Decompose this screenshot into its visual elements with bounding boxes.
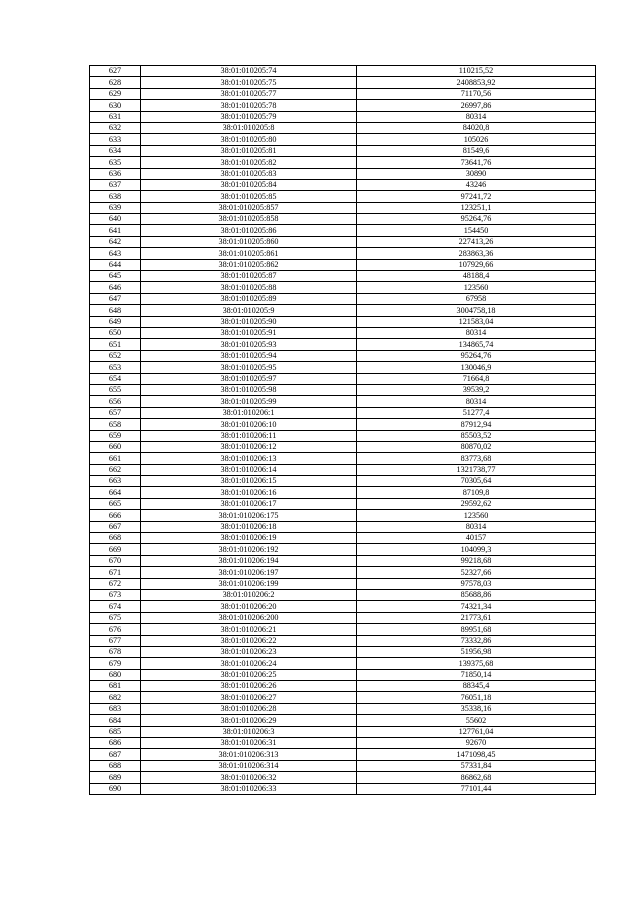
cadastral-number-cell: 38:01:010206:10 — [141, 419, 357, 430]
row-number-cell: 684 — [90, 715, 141, 726]
row-number-cell: 683 — [90, 703, 141, 714]
cadastral-number-cell: 38:01:010205:77 — [141, 88, 357, 99]
table-row — [90, 316, 596, 327]
value-cell: 80870,02 — [357, 441, 596, 452]
table-row — [90, 236, 596, 247]
row-number-cell: 659 — [90, 430, 141, 441]
value-cell: 85503,52 — [357, 430, 596, 441]
cadastral-number-cell: 38:01:010206:192 — [141, 544, 357, 555]
table-row — [90, 567, 596, 578]
table-row — [90, 681, 596, 692]
table-row — [90, 179, 596, 190]
table-body — [90, 66, 596, 795]
table-row — [90, 658, 596, 669]
cadastral-number-cell: 38:01:010205:75 — [141, 77, 357, 88]
table-row — [90, 202, 596, 213]
row-number-cell: 680 — [90, 669, 141, 680]
row-number-cell: 638 — [90, 191, 141, 202]
row-number-cell: 663 — [90, 476, 141, 487]
row-number-cell: 658 — [90, 419, 141, 430]
value-cell: 73332,86 — [357, 635, 596, 646]
row-number-cell: 649 — [90, 316, 141, 327]
cadastral-number-cell: 38:01:010205:78 — [141, 100, 357, 111]
table-row — [90, 259, 596, 270]
cadastral-number-cell: 38:01:010206:31 — [141, 738, 357, 749]
value-cell: 83773,68 — [357, 453, 596, 464]
row-number-cell: 637 — [90, 179, 141, 190]
row-number-cell: 666 — [90, 510, 141, 521]
cadastral-number-cell: 38:01:010205:82 — [141, 157, 357, 168]
cadastral-number-cell: 38:01:010206:28 — [141, 703, 357, 714]
cadastral-number-cell: 38:01:010206:197 — [141, 567, 357, 578]
row-number-cell: 662 — [90, 464, 141, 475]
row-number-cell: 685 — [90, 726, 141, 737]
row-number-cell: 631 — [90, 111, 141, 122]
cadastral-number-cell: 38:01:010205:9 — [141, 305, 357, 316]
value-cell: 88345,4 — [357, 681, 596, 692]
row-number-cell: 627 — [90, 66, 141, 77]
cadastral-number-cell: 38:01:010205:81 — [141, 145, 357, 156]
table-row — [90, 373, 596, 384]
table-row — [90, 772, 596, 783]
row-number-cell: 669 — [90, 544, 141, 555]
value-cell: 283863,36 — [357, 248, 596, 259]
cadastral-number-cell: 38:01:010205:91 — [141, 327, 357, 338]
cadastral-number-cell: 38:01:010205:90 — [141, 316, 357, 327]
value-cell: 67958 — [357, 293, 596, 304]
value-cell: 123560 — [357, 282, 596, 293]
value-cell: 40157 — [357, 533, 596, 544]
row-number-cell: 689 — [90, 772, 141, 783]
table-row — [90, 157, 596, 168]
row-number-cell: 686 — [90, 738, 141, 749]
value-cell: 97578,03 — [357, 578, 596, 589]
value-cell: 97241,72 — [357, 191, 596, 202]
value-cell: 71170,56 — [357, 88, 596, 99]
cadastral-number-cell: 38:01:010206:21 — [141, 624, 357, 635]
value-cell: 77101,44 — [357, 783, 596, 794]
table-row — [90, 589, 596, 600]
table-row — [90, 407, 596, 418]
row-number-cell: 647 — [90, 293, 141, 304]
cadastral-number-cell: 38:01:010205:8 — [141, 122, 357, 133]
value-cell: 48188,4 — [357, 271, 596, 282]
cadastral-number-cell: 38:01:010206:18 — [141, 521, 357, 532]
row-number-cell: 688 — [90, 760, 141, 771]
row-number-cell: 678 — [90, 646, 141, 657]
cadastral-number-cell: 38:01:010206:19 — [141, 533, 357, 544]
cadastral-number-cell: 38:01:010206:13 — [141, 453, 357, 464]
table-row — [90, 214, 596, 225]
table-row — [90, 100, 596, 111]
row-number-cell: 643 — [90, 248, 141, 259]
value-cell: 55602 — [357, 715, 596, 726]
row-number-cell: 650 — [90, 327, 141, 338]
cadastral-number-cell: 38:01:010206:194 — [141, 555, 357, 566]
value-cell: 29592,62 — [357, 498, 596, 509]
cadastral-number-cell: 38:01:010206:25 — [141, 669, 357, 680]
table-row — [90, 646, 596, 657]
row-number-cell: 630 — [90, 100, 141, 111]
table-row — [90, 111, 596, 122]
row-number-cell: 639 — [90, 202, 141, 213]
cadastral-number-cell: 38:01:010205:87 — [141, 271, 357, 282]
table-row — [90, 248, 596, 259]
value-cell: 51277,4 — [357, 407, 596, 418]
table-row — [90, 476, 596, 487]
cadastral-number-cell: 38:01:010205:861 — [141, 248, 357, 259]
cadastral-number-cell: 38:01:010206:200 — [141, 612, 357, 623]
row-number-cell: 644 — [90, 259, 141, 270]
row-number-cell: 641 — [90, 225, 141, 236]
row-number-cell: 674 — [90, 601, 141, 612]
cadastral-number-cell: 38:01:010205:84 — [141, 179, 357, 190]
cadastral-number-cell: 38:01:010205:80 — [141, 134, 357, 145]
cadastral-number-cell: 38:01:010206:314 — [141, 760, 357, 771]
table-row — [90, 362, 596, 373]
value-cell: 95264,76 — [357, 350, 596, 361]
value-cell: 104099,3 — [357, 544, 596, 555]
value-cell: 39539,2 — [357, 384, 596, 395]
table-row — [90, 783, 596, 794]
cadastral-number-cell: 38:01:010205:858 — [141, 214, 357, 225]
row-number-cell: 629 — [90, 88, 141, 99]
table-row — [90, 521, 596, 532]
value-cell: 71850,14 — [357, 669, 596, 680]
cadastral-number-cell: 38:01:010206:32 — [141, 772, 357, 783]
value-cell: 154450 — [357, 225, 596, 236]
cadastral-value-table — [89, 65, 596, 795]
value-cell: 95264,76 — [357, 214, 596, 225]
cadastral-number-cell: 38:01:010206:23 — [141, 646, 357, 657]
value-cell: 110215,52 — [357, 66, 596, 77]
row-number-cell: 660 — [90, 441, 141, 452]
cadastral-number-cell: 38:01:010205:860 — [141, 236, 357, 247]
value-cell: 105026 — [357, 134, 596, 145]
table-row — [90, 453, 596, 464]
table-row — [90, 760, 596, 771]
value-cell: 99218,68 — [357, 555, 596, 566]
value-cell: 52327,66 — [357, 567, 596, 578]
table-row — [90, 66, 596, 77]
cadastral-number-cell: 38:01:010206:16 — [141, 487, 357, 498]
cadastral-number-cell: 38:01:010205:85 — [141, 191, 357, 202]
row-number-cell: 633 — [90, 134, 141, 145]
row-number-cell: 646 — [90, 282, 141, 293]
cadastral-number-cell: 38:01:010206:26 — [141, 681, 357, 692]
cadastral-number-cell: 38:01:010205:93 — [141, 339, 357, 350]
row-number-cell: 671 — [90, 567, 141, 578]
value-cell: 21773,61 — [357, 612, 596, 623]
table-row — [90, 669, 596, 680]
row-number-cell: 640 — [90, 214, 141, 225]
value-cell: 130046,9 — [357, 362, 596, 373]
row-number-cell: 657 — [90, 407, 141, 418]
row-number-cell: 687 — [90, 749, 141, 760]
row-number-cell: 628 — [90, 77, 141, 88]
cadastral-number-cell: 38:01:010206:33 — [141, 783, 357, 794]
cadastral-number-cell: 38:01:010205:86 — [141, 225, 357, 236]
cadastral-number-cell: 38:01:010205:99 — [141, 396, 357, 407]
value-cell: 123560 — [357, 510, 596, 521]
table-row — [90, 578, 596, 589]
cadastral-number-cell: 38:01:010206:1 — [141, 407, 357, 418]
value-cell: 107929,66 — [357, 259, 596, 270]
table-row — [90, 419, 596, 430]
table-row — [90, 191, 596, 202]
table-row — [90, 339, 596, 350]
value-cell: 76051,18 — [357, 692, 596, 703]
row-number-cell: 661 — [90, 453, 141, 464]
value-cell: 26997,86 — [357, 100, 596, 111]
row-number-cell: 664 — [90, 487, 141, 498]
value-cell: 3004758,18 — [357, 305, 596, 316]
row-number-cell: 681 — [90, 681, 141, 692]
cadastral-number-cell: 38:01:010205:94 — [141, 350, 357, 361]
table-row — [90, 293, 596, 304]
cadastral-number-cell: 38:01:010206:199 — [141, 578, 357, 589]
row-number-cell: 634 — [90, 145, 141, 156]
table-row — [90, 487, 596, 498]
value-cell: 85688,86 — [357, 589, 596, 600]
value-cell: 127761,04 — [357, 726, 596, 737]
cadastral-number-cell: 38:01:010206:20 — [141, 601, 357, 612]
table-row — [90, 738, 596, 749]
row-number-cell: 675 — [90, 612, 141, 623]
table-row — [90, 715, 596, 726]
row-number-cell: 679 — [90, 658, 141, 669]
row-number-cell: 673 — [90, 589, 141, 600]
value-cell: 43246 — [357, 179, 596, 190]
row-number-cell: 636 — [90, 168, 141, 179]
cadastral-number-cell: 38:01:010205:97 — [141, 373, 357, 384]
table-row — [90, 464, 596, 475]
value-cell: 73641,76 — [357, 157, 596, 168]
table-row — [90, 430, 596, 441]
row-number-cell: 632 — [90, 122, 141, 133]
row-number-cell: 652 — [90, 350, 141, 361]
cadastral-number-cell: 38:01:010205:88 — [141, 282, 357, 293]
row-number-cell: 665 — [90, 498, 141, 509]
row-number-cell: 668 — [90, 533, 141, 544]
document-page — [89, 65, 595, 795]
row-number-cell: 672 — [90, 578, 141, 589]
value-cell: 30890 — [357, 168, 596, 179]
value-cell: 51956,98 — [357, 646, 596, 657]
table-row — [90, 384, 596, 395]
table-row — [90, 533, 596, 544]
row-number-cell: 654 — [90, 373, 141, 384]
row-number-cell: 655 — [90, 384, 141, 395]
value-cell: 92670 — [357, 738, 596, 749]
cadastral-number-cell: 38:01:010205:857 — [141, 202, 357, 213]
cadastral-number-cell: 38:01:010206:27 — [141, 692, 357, 703]
row-number-cell: 656 — [90, 396, 141, 407]
row-number-cell: 676 — [90, 624, 141, 635]
cadastral-number-cell: 38:01:010206:14 — [141, 464, 357, 475]
table-row — [90, 271, 596, 282]
cadastral-number-cell: 38:01:010206:3 — [141, 726, 357, 737]
value-cell: 89951,68 — [357, 624, 596, 635]
row-number-cell: 635 — [90, 157, 141, 168]
row-number-cell: 653 — [90, 362, 141, 373]
table-row — [90, 350, 596, 361]
table-row — [90, 726, 596, 737]
cadastral-number-cell: 38:01:010205:74 — [141, 66, 357, 77]
cadastral-number-cell: 38:01:010206:175 — [141, 510, 357, 521]
table-row — [90, 134, 596, 145]
table-row — [90, 305, 596, 316]
value-cell: 134865,74 — [357, 339, 596, 350]
value-cell: 71664,8 — [357, 373, 596, 384]
value-cell: 80314 — [357, 111, 596, 122]
value-cell: 139375,68 — [357, 658, 596, 669]
table-row — [90, 145, 596, 156]
table-row — [90, 692, 596, 703]
table-row — [90, 703, 596, 714]
table-row — [90, 498, 596, 509]
value-cell: 80314 — [357, 521, 596, 532]
value-cell: 123251,1 — [357, 202, 596, 213]
cadastral-number-cell: 38:01:010206:24 — [141, 658, 357, 669]
row-number-cell: 645 — [90, 271, 141, 282]
cadastral-number-cell: 38:01:010205:89 — [141, 293, 357, 304]
table-row — [90, 601, 596, 612]
table-row — [90, 749, 596, 760]
table-row — [90, 612, 596, 623]
cadastral-number-cell: 38:01:010206:17 — [141, 498, 357, 509]
table-row — [90, 122, 596, 133]
value-cell: 87109,8 — [357, 487, 596, 498]
table-row — [90, 555, 596, 566]
row-number-cell: 651 — [90, 339, 141, 350]
table-row — [90, 168, 596, 179]
row-number-cell: 677 — [90, 635, 141, 646]
value-cell: 227413,26 — [357, 236, 596, 247]
row-number-cell: 690 — [90, 783, 141, 794]
value-cell: 87912,94 — [357, 419, 596, 430]
table-row — [90, 510, 596, 521]
value-cell: 80314 — [357, 396, 596, 407]
cadastral-number-cell: 38:01:010205:95 — [141, 362, 357, 373]
value-cell: 57331,84 — [357, 760, 596, 771]
table-row — [90, 327, 596, 338]
cadastral-number-cell: 38:01:010206:12 — [141, 441, 357, 452]
value-cell: 74321,34 — [357, 601, 596, 612]
row-number-cell: 648 — [90, 305, 141, 316]
table-row — [90, 396, 596, 407]
cadastral-number-cell: 38:01:010206:22 — [141, 635, 357, 646]
value-cell: 86862,68 — [357, 772, 596, 783]
table-row — [90, 225, 596, 236]
row-number-cell: 682 — [90, 692, 141, 703]
value-cell: 1471098,45 — [357, 749, 596, 760]
row-number-cell: 667 — [90, 521, 141, 532]
table-row — [90, 441, 596, 452]
cadastral-number-cell: 38:01:010205:79 — [141, 111, 357, 122]
cadastral-number-cell: 38:01:010205:98 — [141, 384, 357, 395]
table-row — [90, 635, 596, 646]
value-cell: 84020,8 — [357, 122, 596, 133]
value-cell: 80314 — [357, 327, 596, 338]
cadastral-number-cell: 38:01:010206:2 — [141, 589, 357, 600]
cadastral-number-cell: 38:01:010206:313 — [141, 749, 357, 760]
cadastral-number-cell: 38:01:010205:83 — [141, 168, 357, 179]
cadastral-number-cell: 38:01:010206:15 — [141, 476, 357, 487]
value-cell: 1321738,77 — [357, 464, 596, 475]
cadastral-number-cell: 38:01:010206:11 — [141, 430, 357, 441]
table-row — [90, 77, 596, 88]
value-cell: 2408853,92 — [357, 77, 596, 88]
value-cell: 70305,64 — [357, 476, 596, 487]
row-number-cell: 670 — [90, 555, 141, 566]
table-row — [90, 624, 596, 635]
value-cell: 81549,6 — [357, 145, 596, 156]
cadastral-number-cell: 38:01:010205:862 — [141, 259, 357, 270]
table-row — [90, 282, 596, 293]
value-cell: 35338,16 — [357, 703, 596, 714]
cadastral-number-cell: 38:01:010206:29 — [141, 715, 357, 726]
row-number-cell: 642 — [90, 236, 141, 247]
value-cell: 121583,04 — [357, 316, 596, 327]
table-row — [90, 88, 596, 99]
table-row — [90, 544, 596, 555]
